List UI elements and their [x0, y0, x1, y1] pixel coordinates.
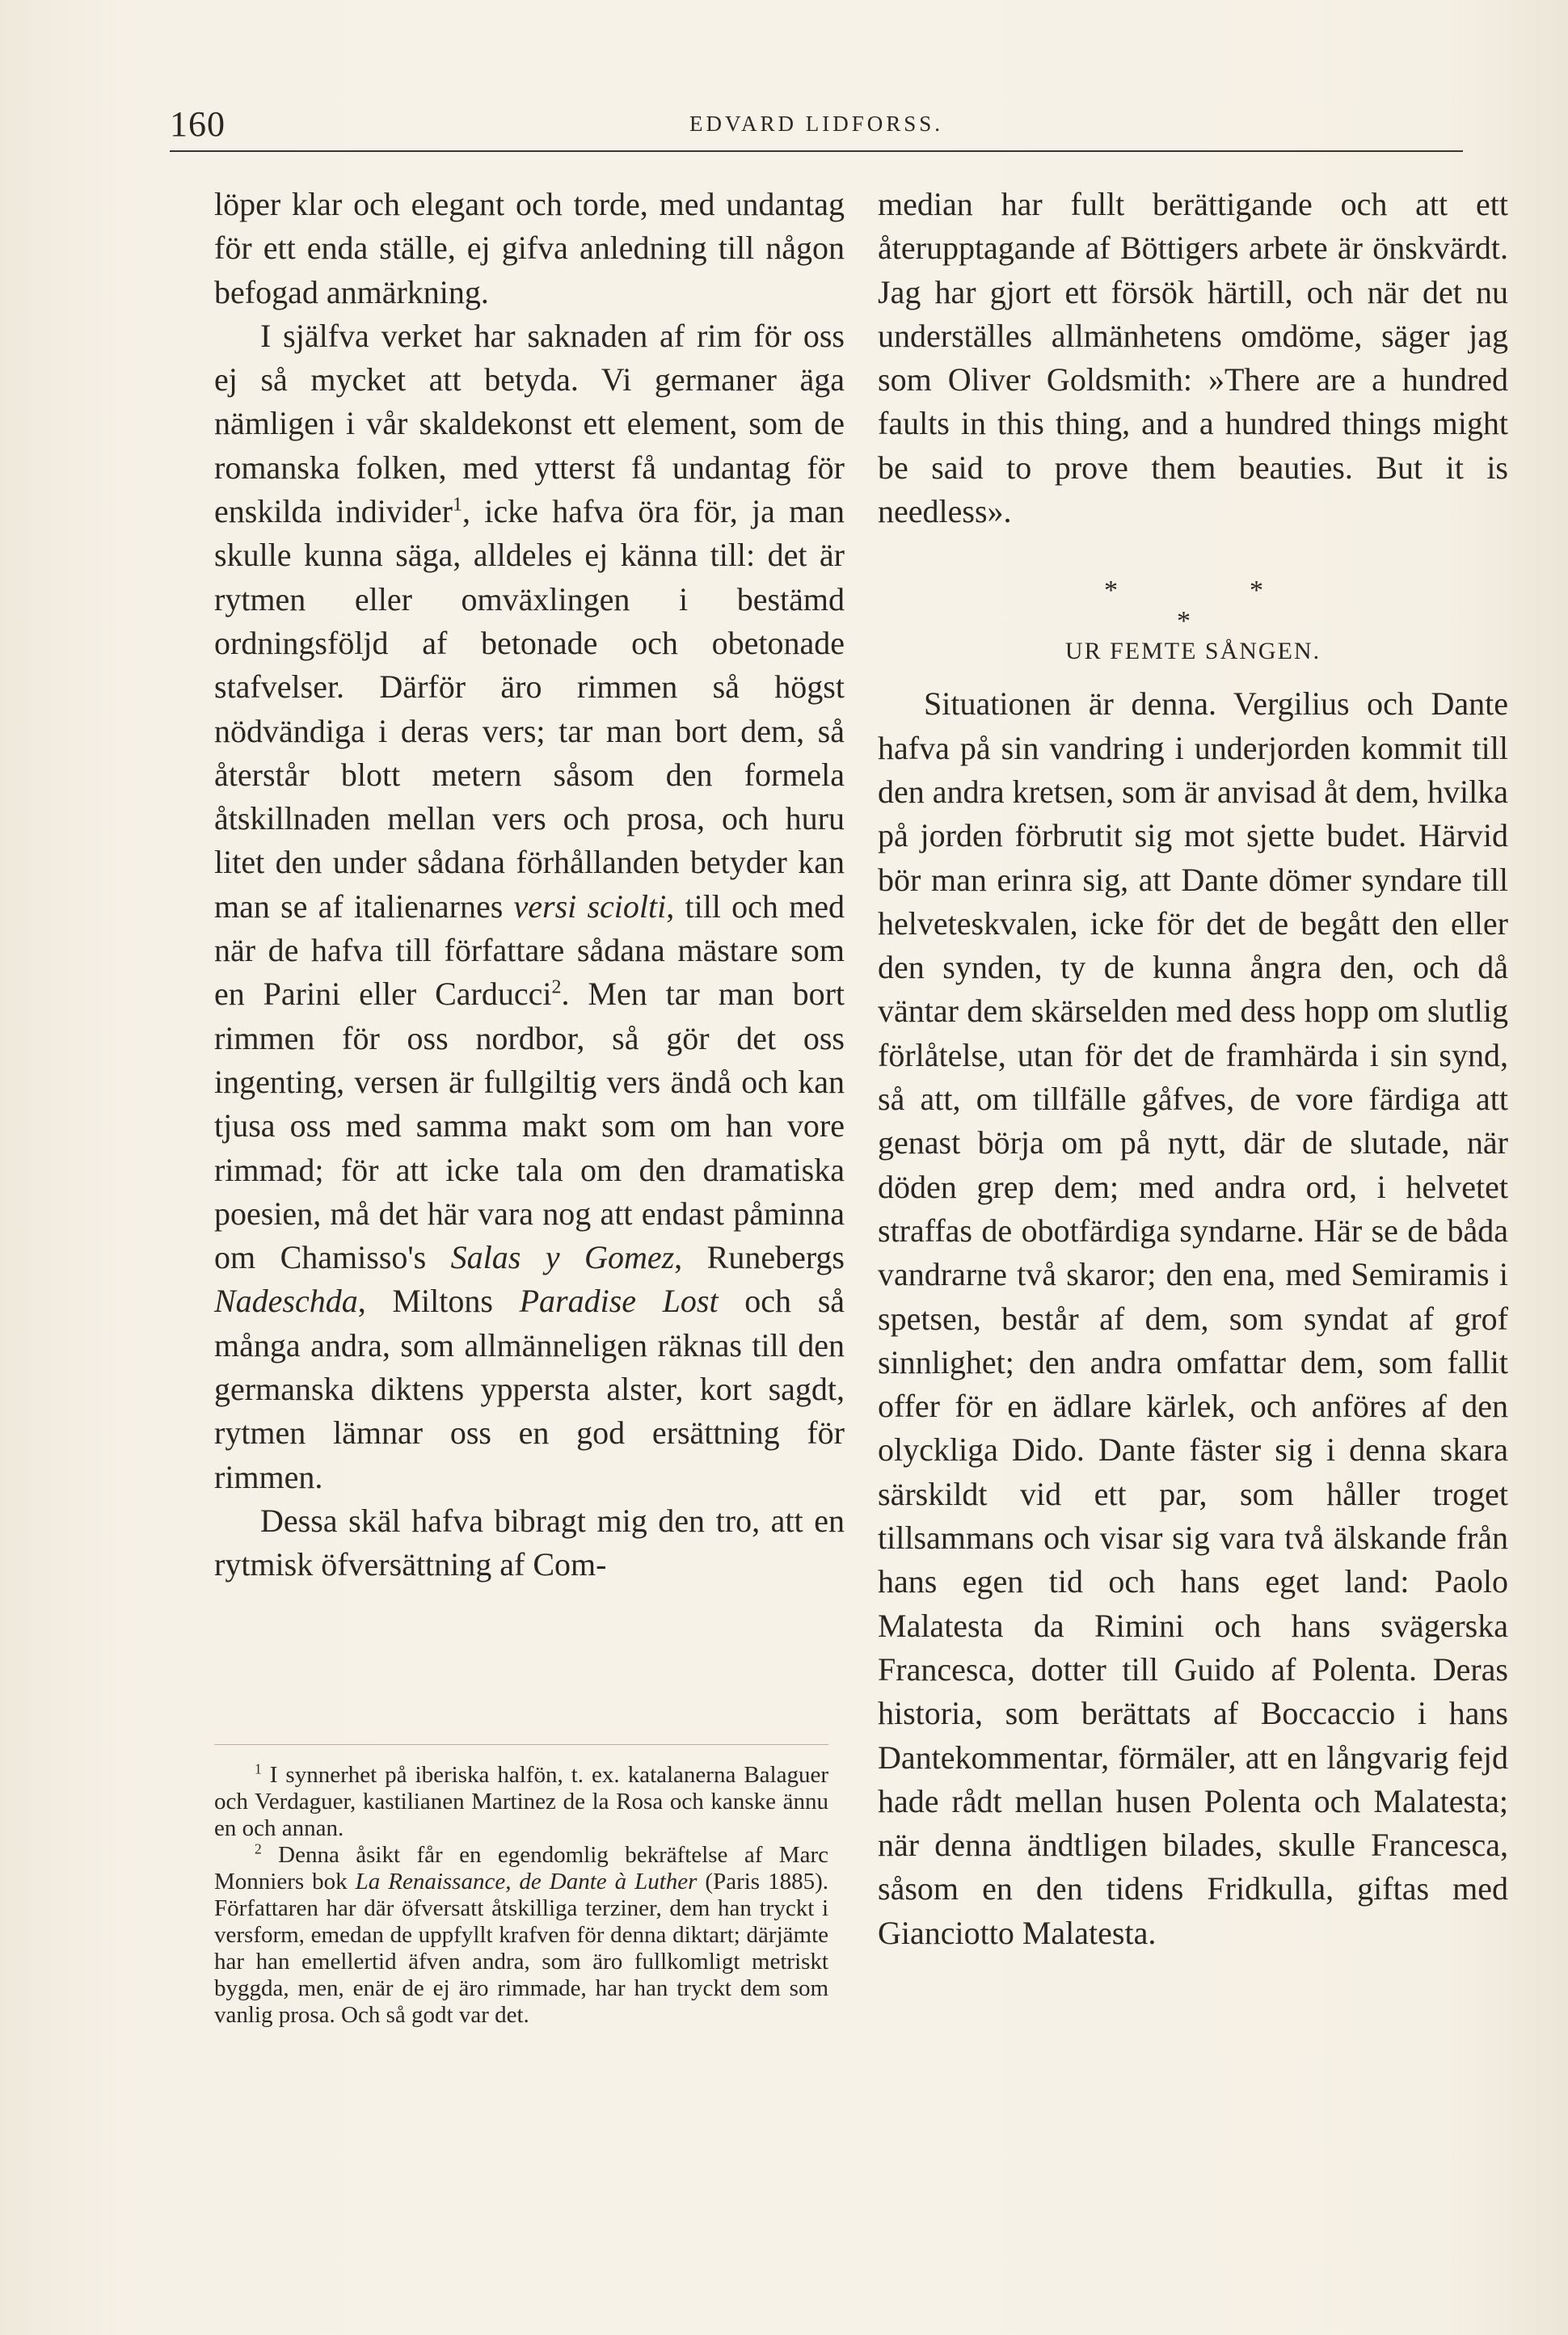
running-title: EDVARD LIDFORSS.	[689, 112, 944, 136]
footnote-ref-2: 2	[551, 977, 562, 999]
right-paragraph-1: median har fullt berättigande och att ett återupptagande af Böttigers arbete är önskvärdt. Jag har gjort ett försök härtill, och när det nu underställes allmänhetens omdöme, säger jag som Oliver Goldsmith: »There are a hundred faults in this thing, and a hundred things might be said to prove them beauties. But it is needless».	[878, 186, 1508, 530]
italic-title: versi sciolti	[513, 887, 667, 925]
right-column	[878, 183, 1508, 1955]
asterisk: *	[1104, 575, 1118, 606]
header-rule	[170, 150, 1463, 152]
asterisk: *	[1177, 606, 1191, 637]
left-paragraph-3: Dessa skäl hafva bibragt mig den tro, att en rytmisk öfversättning af Com-	[214, 1502, 845, 1583]
footnote-divider	[214, 1744, 828, 1745]
section-break-asterisks	[878, 533, 1508, 637]
page-header	[170, 97, 1463, 154]
italic-title: Nadeschda	[214, 1283, 358, 1320]
italic-title: Paradise Lost	[519, 1283, 719, 1320]
footnotes	[214, 1762, 828, 2029]
left-paragraph-2: I själfva verket har saknaden af rim för oss ej så mycket att betyda. Vi germaner äga nämligen i vår skaldekonst ett element, som de romanska folken, med ytterst få undantag för enskilda individer$^1$, icke hafva öra för, ja man skulle kunna säga, alldeles ej känna till: det är rytmen eller omväxlingen i bestämd ordningsföljd af betonade och obetonade stafvelser. Därför äro rimmen så högst nödvändiga i deras vers; tar man bort dem, så återstår blott metern såsom den formela åtskillnaden mellan vers och prosa, och huru litet den under sådana förhållanden betyder kan man se af italienarnes versi sciolti, till och med när de hafva till författare sådana mästare som en Parini eller Carducci$^2$. Men tar man bort rimmen för oss nordbor, så gör det oss ingenting, versen är fullgiltig vers ändå och kan tjusa oss med samma makt som om han vore rimmad; för att icke tala om den dramatiska poesien, må det här vara nog att endast påminna om Chamisso's Salas y Gomez, Runebergs Nadeschda, Miltons Paradise Lost och så många andra, som allmänneligen räknas till den germanska diktens yppersta alster, kort sagdt, rytmen lämnar oss en god ersättning för rimmen.	[214, 317, 845, 1495]
section-title: UR FEMTE SÅNGEN.	[1064, 638, 1321, 665]
left-column	[214, 183, 845, 1587]
footnote-ref-1: 1	[453, 494, 462, 516]
footnote-2: $^2$ Denna åsikt får en egendomlig bekräftelse af Marc Monniers bok La Renaissance, de Dante à Luther (Paris 1885). Författaren har där öfversatt åtskilliga terziner, dem han tryckt i versform, emedan de uppfyllt krafven för denna diktart; därjämte har han emellertid äfven andra, som äro fullkomligt metriskt byggda, men, enär de ej äro rimmade, har han tryckt dem som vanlig prosa. Och så godt var det.	[214, 1840, 828, 2028]
footnote-1: $^1$ I synnerhet på iberiska halfön, t. ex. katalanerna Balaguer och Verdaguer, kastilianen Martinez de la Rosa och kanske ännu en och annan.	[214, 1760, 829, 1841]
right-paragraph-2: Situationen är denna. Vergilius och Dante hafva på sin vandring i underjorden kommit till den andra kretsen, som är anvisad åt dem, hvilka på jorden förbrutit sig mot sjette budet. Härvid bör man erinra sig, att Dante dömer syndare till helveteskvalen, icke för det de begått den eller den synden, ty de kunna ångra den, och då väntar dem skärselden med dess hopp om slutlig förlåtelse, utan för det de framhärda i sin synd, så att, om tillfälle gåfves, de vore färdiga att genast börja om på nytt, där de slutade, när döden grep dem; med andra ord, i helvetet straffas de obotfärdiga syndarne. Här se de båda vandrarne två skaror; den ena, med Semiramis i spetsen, består af dem, som syndat af grof sinnlighet; den andra omfattar dem, som fallit offer för en ädlare kärlek, och anföres af den olyckliga Dido. Dante fäster sig i denna skara särskildt vid ett par, som håller troget tillsammans och visar sig vara två älskande från hans egen tid och hans eget land: Paolo Malatesta da Rimini och hans svägerska Francesca, dotter till Guido af Polenta. Deras historia, som berättats af Boccaccio i hans Dantekommentar, förmäler, att en långvarig fejd hade rådt mellan husen Polenta och Malatesta; när denna ändtligen bilades, skulle Francesca, såsom en den tidens Fridkulla, giftas med Gianciotto Malatesta.	[878, 685, 1508, 1951]
page-number: 160	[170, 104, 226, 144]
italic-title: Salas y Gomez	[450, 1239, 675, 1276]
asterisk: *	[1250, 575, 1263, 606]
left-paragraph-1: löper klar och elegant och torde, med undantag för ett enda ställe, ej gifva anledning till någon befogad anmärkning.	[214, 186, 845, 310]
